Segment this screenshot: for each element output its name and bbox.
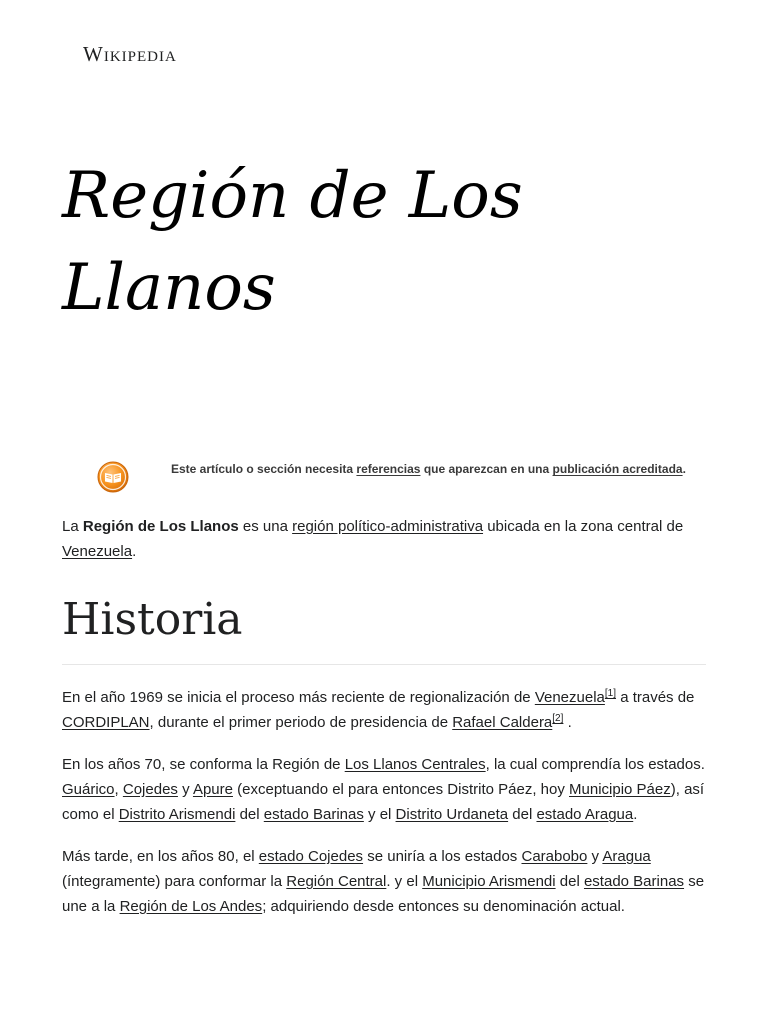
region-central-link[interactable]: Región Central [286,873,387,890]
municipio-arismendi-link[interactable]: Municipio Arismendi [422,873,556,890]
text: (exceptuando el para entonces Distrito Páez, hoy [237,781,565,798]
text: En el año 1969 se inicia el proceso más reciente de regionalización de [62,689,531,706]
section-body-historia [62,685,706,919]
rafael-caldera-link[interactable]: Rafael Caldera [452,714,553,731]
reference-2-link[interactable]: [2] [552,713,564,724]
text: En los años 70, se conforma la Región de [62,756,341,773]
region-politico-administrativa-link[interactable]: región político-administrativa [292,518,484,535]
carabobo-link[interactable]: Carabobo [521,848,588,865]
guarico-link[interactable]: Guárico [62,781,115,798]
text: del [559,873,580,890]
text: se uniría a los estados [367,848,518,865]
venezuela-link[interactable]: Venezuela [62,543,133,560]
text: y [591,848,600,865]
page-title: Región de Los Llanos [62,159,523,325]
notice-text [171,461,711,477]
cojedes-link[interactable]: Cojedes [122,781,178,798]
article-content [62,514,706,936]
notice-text-part: Este artículo o sección necesita [171,462,354,476]
text: ubicada en la zona central de [487,518,684,535]
section-heading-historia: Historia [62,592,706,665]
notice-text-part: que aparezcan en una [423,462,550,476]
apure-link[interactable]: Apure [192,781,233,798]
text: . [132,543,137,560]
cordiplan-link[interactable]: CORDIPLAN [62,714,150,731]
notice-text-part: . [682,462,686,476]
lead-paragraph [62,514,706,564]
publicacion-acreditada-link[interactable]: publicación acreditada [552,462,683,476]
estado-barinas-link[interactable]: estado Barinas [263,806,364,823]
aragua-link[interactable]: Aragua [602,848,651,865]
los-llanos-centrales-link[interactable]: Los Llanos Centrales [344,756,486,773]
text: del [512,806,533,823]
text: . y el [386,873,419,890]
distrito-arismendi-link[interactable]: Distrito Arismendi [118,806,236,823]
municipio-paez-link[interactable]: Municipio Páez [569,781,671,798]
references-notice [62,455,706,505]
text: . [567,714,572,731]
text: ; adquiriendo desde entonces su denominación actual. [262,898,625,915]
text: , [114,781,119,798]
text: y [182,781,190,798]
distrito-urdaneta-link[interactable]: Distrito Urdaneta [395,806,509,823]
text: Más tarde, en los años 80, el [62,848,255,865]
bold-term: Región de Los Llanos [82,518,239,535]
estado-aragua-link[interactable]: estado Aragua [536,806,634,823]
text: y el [368,806,392,823]
text: ), así como el [62,781,705,823]
text: (íntegramente) para conformar la [62,873,283,890]
text: es una [242,518,288,535]
text: se une a la [62,873,705,915]
paragraph [62,752,706,827]
text: del [239,806,260,823]
text: , durante el primer periodo de presidencia de [149,714,449,731]
estado-barinas-link[interactable]: estado Barinas [583,873,685,890]
paragraph [62,844,706,919]
wikipedia-logo[interactable]: Wikipedia [83,42,177,66]
referencias-link[interactable]: referencias [356,462,421,476]
text: La [62,518,79,535]
venezuela-link[interactable]: Venezuela [534,689,605,706]
text: . [633,806,638,823]
reference-1-link[interactable]: [1] [604,688,617,699]
paragraph [62,685,706,735]
region-de-los-andes-link[interactable]: Región de Los Andes [119,898,263,915]
text: , la cual comprendía los estados. [485,756,705,773]
estado-cojedes-link[interactable]: estado Cojedes [258,848,364,865]
book-icon [97,461,129,493]
text: a través de [620,689,695,706]
